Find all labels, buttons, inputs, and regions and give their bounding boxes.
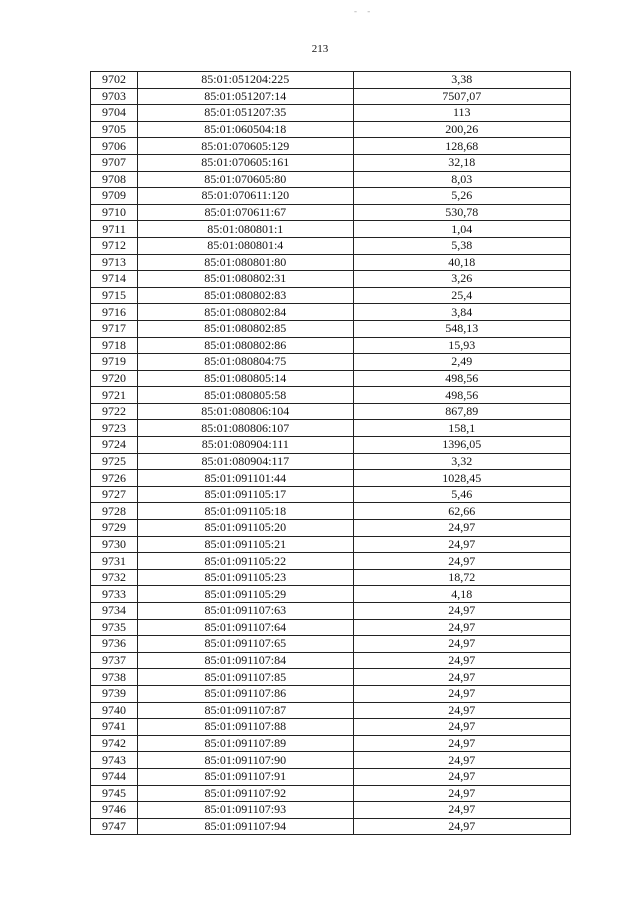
table-row [91,486,571,503]
cadastral-number-cell: 85:01:080805:58 [138,387,353,404]
cadastral-number-cell: 85:01:091107:63 [138,603,353,620]
table-row [91,271,571,288]
table-row [91,802,571,819]
row-number-cell: 9735 [91,619,138,636]
value-cell: 498,56 [353,370,570,387]
value-cell: 5,26 [353,188,570,205]
row-number-cell: 9708 [91,171,138,188]
value-cell: 867,89 [353,403,570,420]
row-number-cell: 9707 [91,154,138,171]
row-number-cell: 9745 [91,785,138,802]
table-row [91,586,571,603]
scan-mark: - - [354,6,375,16]
table-row [91,735,571,752]
row-number-cell: 9719 [91,354,138,371]
value-cell: 24,97 [353,752,570,769]
table-row [91,453,571,470]
value-cell: 7507,07 [353,88,570,105]
value-cell: 24,97 [353,719,570,736]
cadastral-number-cell: 85:01:091107:92 [138,785,353,802]
value-cell: 32,18 [353,154,570,171]
row-number-cell: 9720 [91,370,138,387]
table-row [91,536,571,553]
row-number-cell: 9746 [91,802,138,819]
row-number-cell: 9702 [91,72,138,89]
table-row [91,254,571,271]
table-row [91,337,571,354]
row-number-cell: 9734 [91,603,138,620]
value-cell: 24,97 [353,685,570,702]
value-cell: 24,97 [353,553,570,570]
cadastral-number-cell: 85:01:080802:84 [138,304,353,321]
cadastral-number-cell: 85:01:070611:67 [138,204,353,221]
table-row [91,437,571,454]
row-number-cell: 9728 [91,503,138,520]
table-row [91,768,571,785]
cadastral-number-cell: 85:01:070605:161 [138,154,353,171]
table-row [91,204,571,221]
row-number-cell: 9722 [91,403,138,420]
table-row [91,503,571,520]
value-cell: 3,84 [353,304,570,321]
cadastral-number-cell: 85:01:070611:120 [138,188,353,205]
table-row [91,387,571,404]
value-cell: 25,4 [353,287,570,304]
value-cell: 40,18 [353,254,570,271]
value-cell: 24,97 [353,802,570,819]
cadastral-number-cell: 85:01:080904:117 [138,453,353,470]
table-row [91,287,571,304]
cadastral-number-cell: 85:01:091107:64 [138,619,353,636]
cadastral-number-cell: 85:01:051207:35 [138,105,353,122]
cadastral-number-cell: 85:01:091107:86 [138,685,353,702]
cadastral-number-cell: 85:01:091107:90 [138,752,353,769]
cadastral-number-cell: 85:01:080801:1 [138,221,353,238]
row-number-cell: 9704 [91,105,138,122]
value-cell: 8,03 [353,171,570,188]
cadastral-number-cell: 85:01:080802:83 [138,287,353,304]
row-number-cell: 9742 [91,735,138,752]
value-cell: 24,97 [353,619,570,636]
cadastral-number-cell: 85:01:070605:80 [138,171,353,188]
value-cell: 530,78 [353,204,570,221]
value-cell: 158,1 [353,420,570,437]
row-number-cell: 9715 [91,287,138,304]
table-row [91,105,571,122]
row-number-cell: 9730 [91,536,138,553]
table-row [91,88,571,105]
row-number-cell: 9729 [91,520,138,537]
value-cell: 1028,45 [353,470,570,487]
value-cell: 113 [353,105,570,122]
row-number-cell: 9726 [91,470,138,487]
value-cell: 4,18 [353,586,570,603]
value-cell: 62,66 [353,503,570,520]
row-number-cell: 9711 [91,221,138,238]
cadastral-number-cell: 85:01:080801:80 [138,254,353,271]
cadastral-number-cell: 85:01:091107:65 [138,636,353,653]
cadastral-number-cell: 85:01:080802:31 [138,271,353,288]
cadastral-number-cell: 85:01:091105:17 [138,486,353,503]
table-row [91,470,571,487]
cadastral-number-cell: 85:01:080802:86 [138,337,353,354]
table-row [91,237,571,254]
row-number-cell: 9712 [91,237,138,254]
cadastral-number-cell: 85:01:091107:85 [138,669,353,686]
value-cell: 24,97 [353,818,570,835]
row-number-cell: 9733 [91,586,138,603]
value-cell: 24,97 [353,652,570,669]
table-row [91,619,571,636]
table-row [91,320,571,337]
row-number-cell: 9723 [91,420,138,437]
row-number-cell: 9744 [91,768,138,785]
cadastral-number-cell: 85:01:080805:14 [138,370,353,387]
row-number-cell: 9737 [91,652,138,669]
cadastral-number-cell: 85:01:091107:91 [138,768,353,785]
table-row [91,188,571,205]
table-row [91,420,571,437]
table-row [91,569,571,586]
row-number-cell: 9718 [91,337,138,354]
table-row [91,652,571,669]
data-table [90,71,571,835]
cadastral-number-cell: 85:01:080801:4 [138,237,353,254]
table-row [91,221,571,238]
value-cell: 548,13 [353,320,570,337]
table-row [91,121,571,138]
row-number-cell: 9731 [91,553,138,570]
value-cell: 128,68 [353,138,570,155]
value-cell: 24,97 [353,768,570,785]
value-cell: 3,32 [353,453,570,470]
cadastral-number-cell: 85:01:091105:21 [138,536,353,553]
row-number-cell: 9706 [91,138,138,155]
value-cell: 24,97 [353,702,570,719]
value-cell: 24,97 [353,520,570,537]
cadastral-number-cell: 85:01:051207:14 [138,88,353,105]
value-cell: 3,26 [353,271,570,288]
cadastral-number-cell: 85:01:080904:111 [138,437,353,454]
row-number-cell: 9738 [91,669,138,686]
table-row [91,403,571,420]
table-row [91,719,571,736]
row-number-cell: 9740 [91,702,138,719]
cadastral-number-cell: 85:01:091101:44 [138,470,353,487]
row-number-cell: 9716 [91,304,138,321]
value-cell: 24,97 [353,735,570,752]
cadastral-number-cell: 85:01:091105:20 [138,520,353,537]
cadastral-number-cell: 85:01:091107:93 [138,802,353,819]
row-number-cell: 9717 [91,320,138,337]
table-row [91,669,571,686]
row-number-cell: 9713 [91,254,138,271]
row-number-cell: 9743 [91,752,138,769]
value-cell: 200,26 [353,121,570,138]
value-cell: 1,04 [353,221,570,238]
row-number-cell: 9703 [91,88,138,105]
table-row [91,72,571,89]
value-cell: 5,46 [353,486,570,503]
table-row [91,354,571,371]
row-number-cell: 9721 [91,387,138,404]
cadastral-number-cell: 85:01:091105:22 [138,553,353,570]
value-cell: 5,38 [353,237,570,254]
row-number-cell: 9727 [91,486,138,503]
table-row [91,685,571,702]
cadastral-number-cell: 85:01:080806:107 [138,420,353,437]
cadastral-number-cell: 85:01:091107:89 [138,735,353,752]
cadastral-number-cell: 85:01:091105:18 [138,503,353,520]
table-row [91,785,571,802]
row-number-cell: 9710 [91,204,138,221]
cadastral-number-cell: 85:01:091107:87 [138,702,353,719]
page-number: 213 [311,43,329,55]
cadastral-number-cell: 85:01:080804:75 [138,354,353,371]
row-number-cell: 9741 [91,719,138,736]
value-cell: 24,97 [353,536,570,553]
value-cell: 24,97 [353,785,570,802]
row-number-cell: 9709 [91,188,138,205]
row-number-cell: 9736 [91,636,138,653]
row-number-cell: 9725 [91,453,138,470]
cadastral-number-cell: 85:01:070605:129 [138,138,353,155]
value-cell: 24,97 [353,669,570,686]
cadastral-number-cell: 85:01:091107:84 [138,652,353,669]
cadastral-number-cell: 85:01:091107:88 [138,719,353,736]
cadastral-number-cell: 85:01:080806:104 [138,403,353,420]
table-row [91,304,571,321]
table-row [91,636,571,653]
table-row [91,702,571,719]
value-cell: 3,38 [353,72,570,89]
value-cell: 24,97 [353,636,570,653]
value-cell: 1396,05 [353,437,570,454]
row-number-cell: 9747 [91,818,138,835]
row-number-cell: 9714 [91,271,138,288]
table-row [91,138,571,155]
value-cell: 498,56 [353,387,570,404]
value-cell: 24,97 [353,603,570,620]
row-number-cell: 9732 [91,569,138,586]
cadastral-number-cell: 85:01:080802:85 [138,320,353,337]
cadastral-number-cell: 85:01:091105:29 [138,586,353,603]
value-cell: 2,49 [353,354,570,371]
value-cell: 15,93 [353,337,570,354]
table-row [91,171,571,188]
value-cell: 18,72 [353,569,570,586]
cadastral-number-cell: 85:01:091107:94 [138,818,353,835]
table-row [91,370,571,387]
cadastral-number-cell: 85:01:051204:225 [138,72,353,89]
table-row [91,818,571,835]
table-body [91,72,571,835]
cadastral-number-cell: 85:01:060504:18 [138,121,353,138]
row-number-cell: 9724 [91,437,138,454]
row-number-cell: 9705 [91,121,138,138]
table-row [91,603,571,620]
cadastral-number-cell: 85:01:091105:23 [138,569,353,586]
table-row [91,553,571,570]
row-number-cell: 9739 [91,685,138,702]
table-row [91,752,571,769]
table-row [91,520,571,537]
table-row [91,154,571,171]
